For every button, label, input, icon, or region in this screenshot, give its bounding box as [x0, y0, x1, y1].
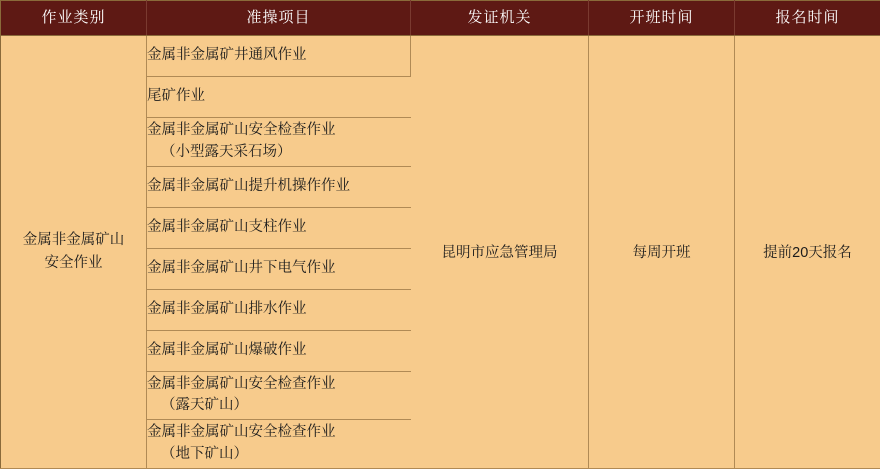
- cell-operation-item: [147, 371, 411, 420]
- cell-operation-item: [147, 118, 411, 167]
- operation-item-label: 金属非金属矿山安全检查作业: [147, 422, 411, 444]
- table-row: [1, 36, 880, 77]
- cell-operation-item: [147, 36, 411, 77]
- column-header-class-start-time: 开班时间: [589, 1, 735, 36]
- cell-operation-item: [147, 248, 411, 289]
- operation-item-label: 金属非金属矿山提升机操作作业: [147, 176, 411, 198]
- operation-item-label: 金属非金属矿井通风作业: [147, 45, 410, 67]
- cell-class-start-time: 每周开班: [589, 36, 735, 469]
- column-header-category: 作业类别: [1, 1, 147, 36]
- column-header-operation-item: 准操项目: [147, 1, 411, 36]
- operation-item-label: 金属非金属矿山井下电气作业: [147, 258, 411, 280]
- table-body: [1, 36, 880, 469]
- cell-operation-item: [147, 166, 411, 207]
- table-header-row: [1, 1, 880, 36]
- cell-operation-item: [147, 77, 411, 118]
- category-label-line1: 金属非金属矿山: [23, 232, 125, 248]
- operation-item-sublabel: （小型露天采石场）: [147, 142, 411, 164]
- column-header-issuing-authority: 发证机关: [411, 1, 589, 36]
- cell-issuing-authority: 昆明市应急管理局: [411, 36, 589, 469]
- operation-item-label: 金属非金属矿山安全检查作业: [147, 120, 411, 142]
- operation-item-label: 金属非金属矿山支柱作业: [147, 217, 411, 239]
- table-header: [1, 1, 880, 36]
- operation-item-label: 金属非金属矿山排水作业: [147, 299, 411, 321]
- operation-item-label: 金属非金属矿山安全检查作业: [147, 374, 411, 396]
- operation-item-sublabel: （露天矿山）: [147, 395, 411, 417]
- cell-registration-time: 提前20天报名: [735, 36, 880, 469]
- cell-operation-item: [147, 420, 411, 469]
- cell-operation-item: [147, 207, 411, 248]
- operation-item-label: 尾矿作业: [147, 86, 411, 108]
- category-label-line2: 安全作业: [45, 255, 103, 271]
- cell-operation-item: [147, 330, 411, 371]
- cell-operation-item: [147, 289, 411, 330]
- column-header-registration-time: 报名时间: [735, 1, 880, 36]
- operation-item-sublabel: （地下矿山）: [147, 444, 411, 466]
- operation-item-label: 金属非金属矿山爆破作业: [147, 340, 411, 362]
- cell-category: [1, 36, 147, 469]
